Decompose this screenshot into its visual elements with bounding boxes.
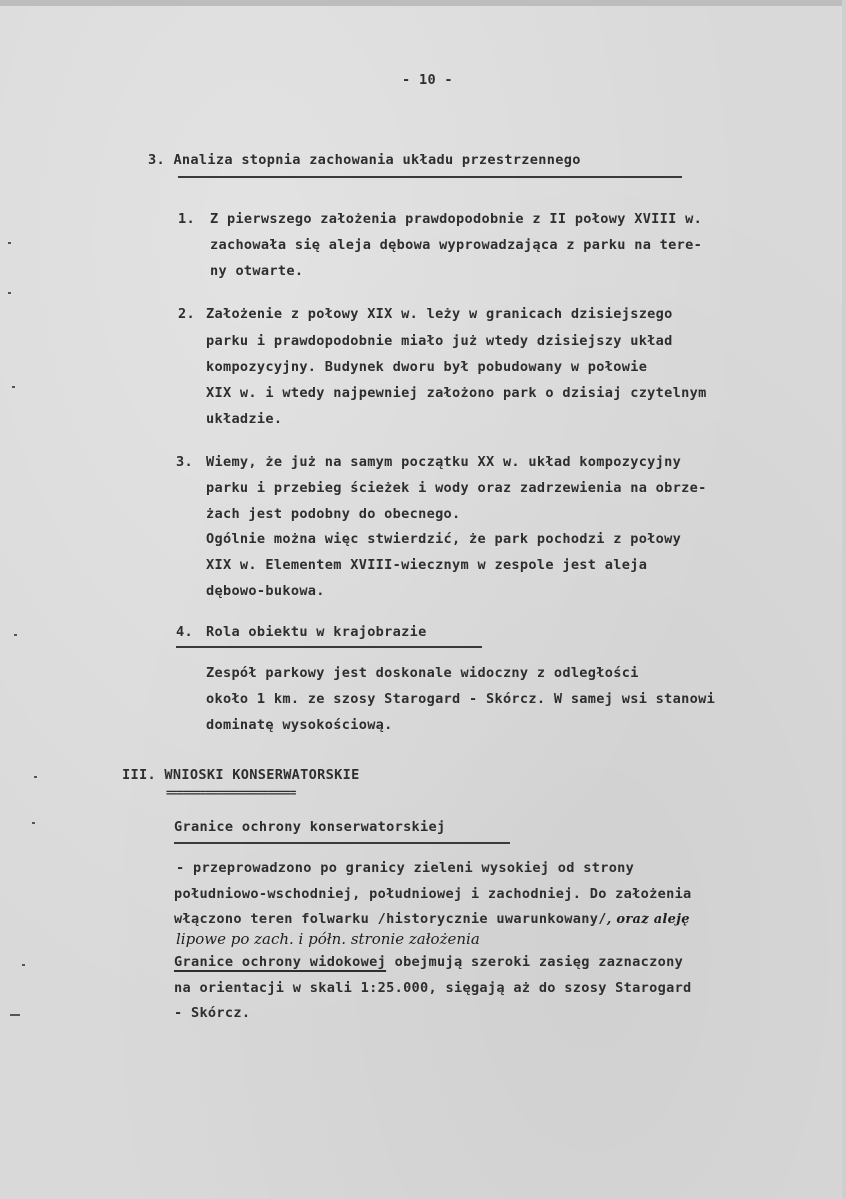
- margin-speck: [8, 242, 11, 244]
- visual-protection-label: Granice ochrony widokowej: [174, 954, 387, 970]
- paragraph-line: [174, 911, 690, 928]
- section-iii-heading: III. WNIOSKI KONSERWATORSKIE: [122, 767, 360, 783]
- margin-speck: [8, 292, 11, 294]
- item-line: Zespół parkowy jest doskonale widoczny z odległości: [206, 665, 639, 681]
- item-line: dębowo-bukowa.: [206, 583, 325, 599]
- item-number: 2.: [178, 306, 195, 322]
- paragraph-line: - przeprowadzono po granicy zieleni wysokiej od strony: [176, 860, 635, 876]
- page-number: - 10 -: [402, 72, 453, 88]
- margin-speck: [12, 386, 15, 388]
- item-line: ny otwarte.: [210, 263, 304, 279]
- item-line: Ogólnie można więc stwierdzić, że park pochodzi z połowy: [206, 531, 682, 547]
- paragraph-line: [174, 954, 683, 970]
- margin-speck: [22, 964, 25, 966]
- protection-subheading: Granice ochrony konserwatorskiej: [174, 819, 446, 835]
- item-line: kompozycyjny. Budynek dworu był pobudowany w połowie: [206, 359, 648, 375]
- paragraph-line: południowo-wschodniej, południowej i zachodniej. Do założenia: [174, 886, 692, 902]
- margin-speck: [34, 776, 37, 778]
- section-heading-text: 3. Analiza stopnia zachowania układu przestrzennego: [148, 152, 581, 168]
- paragraph-line: na orientacji w skali 1:25.000, sięgają aż do szosy Starogard: [174, 980, 692, 996]
- subsection-heading: Rola obiektu w krajobrazie: [206, 624, 427, 640]
- double-underline: =======================: [166, 786, 296, 799]
- scan-right-edge: [842, 0, 846, 1199]
- margin-speck: [14, 634, 17, 636]
- paragraph-text: obejmują szeroki zasięg zaznaczony: [386, 954, 684, 970]
- item-line: parku i przebieg ścieżek i wody oraz zadrzewienia na obrze-: [206, 480, 707, 496]
- item-line: żach jest podobny do obecnego.: [206, 506, 461, 522]
- item-line: XIX w. i wtedy najpewniej założono park o dzisiaj czytelnym: [206, 385, 707, 401]
- handwritten-insert: , oraz aleję: [606, 912, 690, 927]
- paragraph-text: włączono teren folwarku /historycznie uwarunkowany/: [174, 911, 607, 927]
- item-line: Założenie z połowy XIX w. leży w granicach dzisiejszego: [206, 306, 673, 322]
- item-line: układzie.: [206, 411, 283, 427]
- item-line: XIX w. Elementem XVIII-wiecznym w zespole jest aleja: [206, 557, 648, 573]
- item-number: 4.: [176, 624, 193, 640]
- item-line: parku i prawdopodobnie miało już wtedy dzisiejszy układ: [206, 333, 673, 349]
- subsection-underline: [176, 646, 482, 648]
- section-heading: [148, 152, 581, 168]
- scan-top-edge: [0, 0, 846, 6]
- item-number: 3.: [176, 454, 193, 470]
- protection-subheading-underline: [174, 842, 510, 844]
- handwritten-annotation: lipowe po zach. i półn. stronie założenia: [176, 930, 480, 948]
- margin-speck: [10, 1014, 20, 1016]
- margin-speck: [32, 822, 35, 824]
- item-line: około 1 km. ze szosy Starogard - Skórcz. W samej wsi stanowi: [206, 691, 716, 707]
- item-line: dominatę wysokościową.: [206, 717, 393, 733]
- item-line: zachowała się aleja dębowa wyprowadzająca z parku na tere-: [210, 237, 703, 253]
- item-number: 1.: [178, 211, 195, 227]
- item-line: Z pierwszego założenia prawdopodobnie z II połowy XVIII w.: [210, 211, 703, 227]
- paragraph-line: - Skórcz.: [174, 1005, 251, 1021]
- item-line: Wiemy, że już na samym początku XX w. układ kompozycyjny: [206, 454, 682, 470]
- heading-underline: [178, 176, 682, 178]
